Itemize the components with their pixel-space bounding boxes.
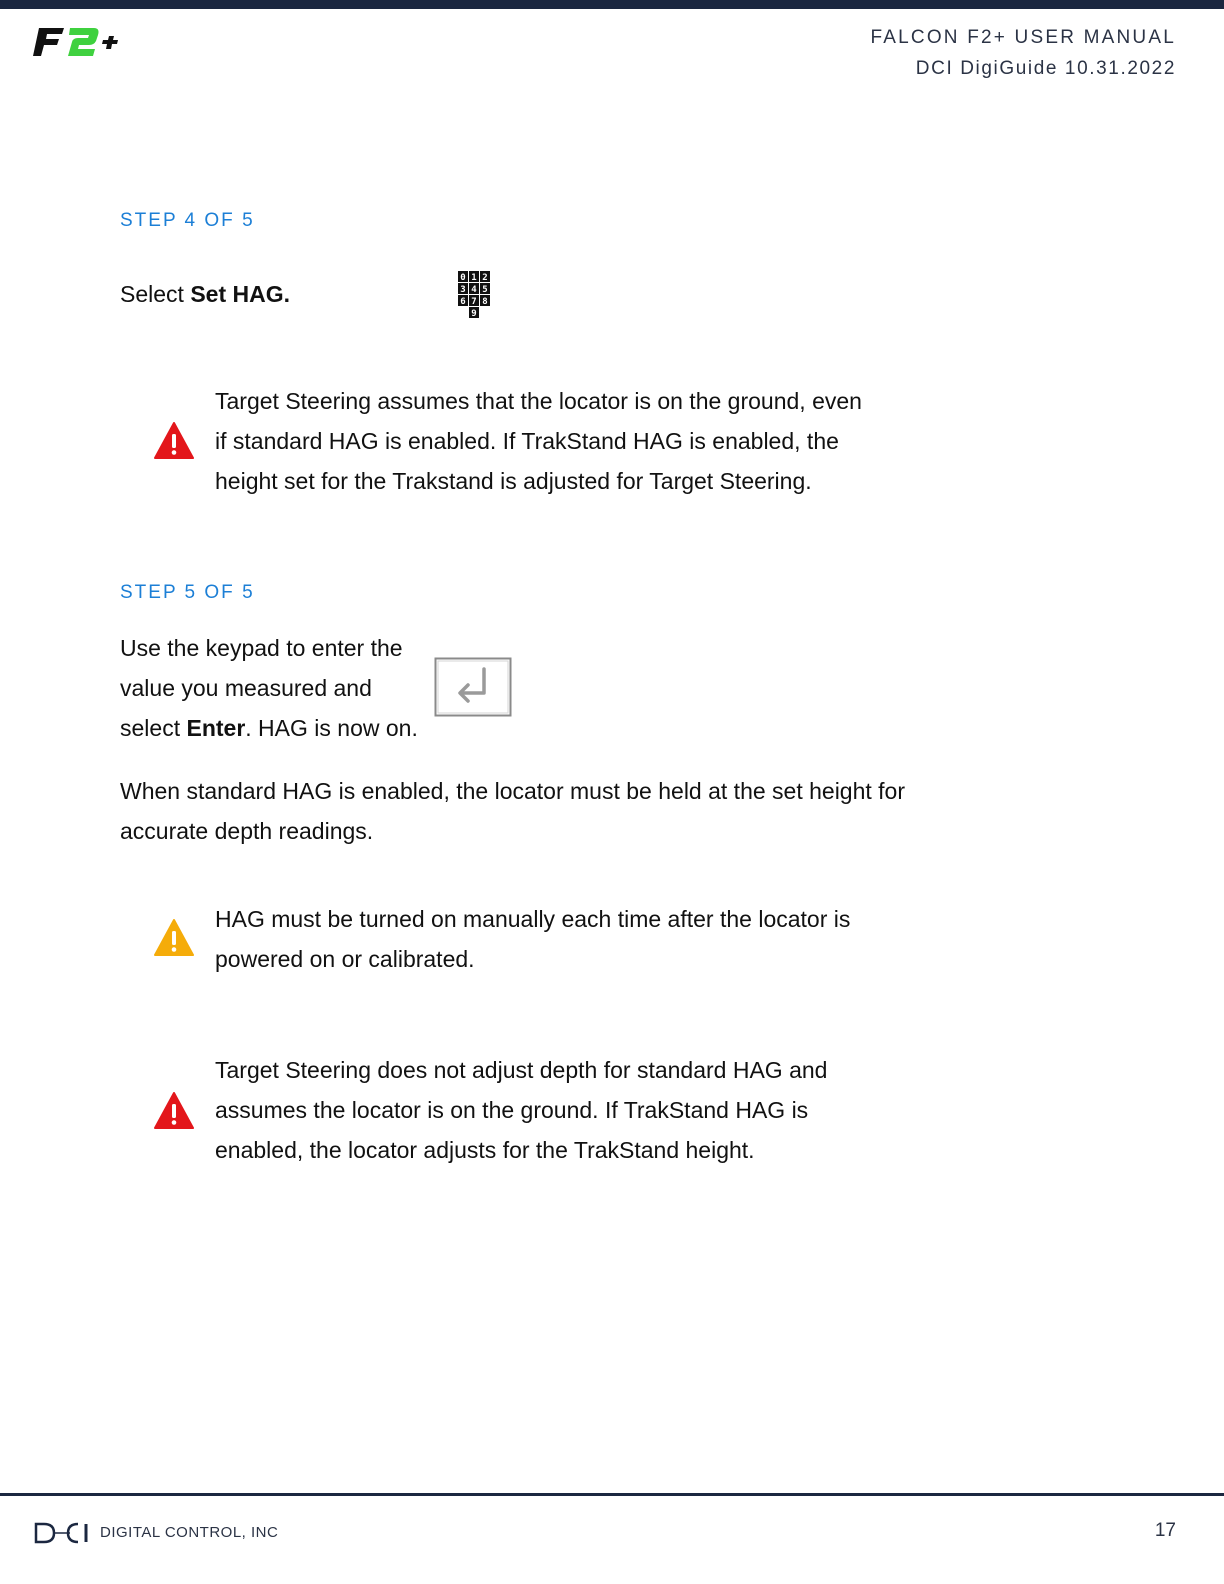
keypad-digit: 2 (482, 273, 488, 283)
keypad-digit: 4 (471, 285, 477, 295)
caution-warning-icon (154, 918, 194, 958)
caution-line: HAG must be turned on manually each time after the locator is (215, 906, 851, 932)
step-5-line: Use the keypad to enter the (120, 635, 403, 661)
warning-1-text (215, 381, 862, 501)
warning-1-line: if standard HAG is enabled. If TrakStand HAG is enabled, the (215, 428, 839, 454)
step-5-line: value you measured and (120, 675, 372, 701)
hag-note-line: When standard HAG is enabled, the locator must be held at the set height for (120, 778, 906, 804)
warning-2-line: Target Steering does not adjust depth for standard HAG and (215, 1057, 828, 1083)
keypad-digit: 3 (460, 285, 466, 295)
hag-note-line: accurate depth readings. (120, 818, 374, 844)
warning-2-line: enabled, the locator adjusts for the TrakStand height. (215, 1137, 755, 1163)
step-4-heading: STEP 4 OF 5 (120, 210, 255, 231)
step-5-heading: STEP 5 OF 5 (120, 582, 255, 603)
step-5-line-suffix: . HAG is now on. (245, 715, 418, 741)
keypad-icon (457, 270, 493, 320)
danger-warning-icon (154, 1091, 194, 1131)
keypad-digit: 5 (482, 285, 488, 295)
keypad-digit: 6 (460, 297, 466, 307)
keypad-digit: 7 (471, 297, 477, 307)
company-name: DIGITAL CONTROL, INC (100, 1524, 279, 1541)
keypad-digit: 0 (460, 273, 466, 283)
warning-1-line: Target Steering assumes that the locator is on the ground, even (215, 388, 862, 414)
step-5-instruction (120, 628, 418, 748)
enter-key-icon (434, 657, 512, 717)
warning-2-text (215, 1050, 827, 1170)
dci-logo-icon (34, 1522, 90, 1544)
hag-note (120, 771, 905, 851)
warning-1-line: height set for the Trakstand is adjusted for Target Steering. (215, 468, 812, 494)
keypad-digit: 8 (482, 297, 488, 307)
step-4-instruction (120, 274, 290, 314)
page-number: 17 (1154, 1520, 1176, 1541)
f2-plus-logo (32, 24, 128, 60)
enter-label: Enter (186, 715, 246, 741)
caution-text (215, 899, 850, 979)
danger-warning-icon (154, 421, 194, 461)
top-bar (0, 0, 1224, 9)
manual-title: FALCON F2+ USER MANUAL (870, 27, 1176, 48)
warning-2-line: assumes the locator is on the ground. If TrakStand HAG is (215, 1097, 809, 1123)
footer-divider (0, 1493, 1224, 1496)
guide-version: DCI DigiGuide 10.31.2022 (915, 58, 1176, 79)
step-4-instruction-prefix: Select (120, 281, 191, 307)
keypad-digit: 9 (471, 309, 477, 319)
step-5-line (120, 708, 418, 748)
step-5-line-prefix: select (120, 715, 187, 741)
keypad-digit: 1 (471, 273, 477, 283)
set-hag-label: Set HAG. (190, 281, 291, 307)
caution-line: powered on or calibrated. (215, 946, 475, 972)
